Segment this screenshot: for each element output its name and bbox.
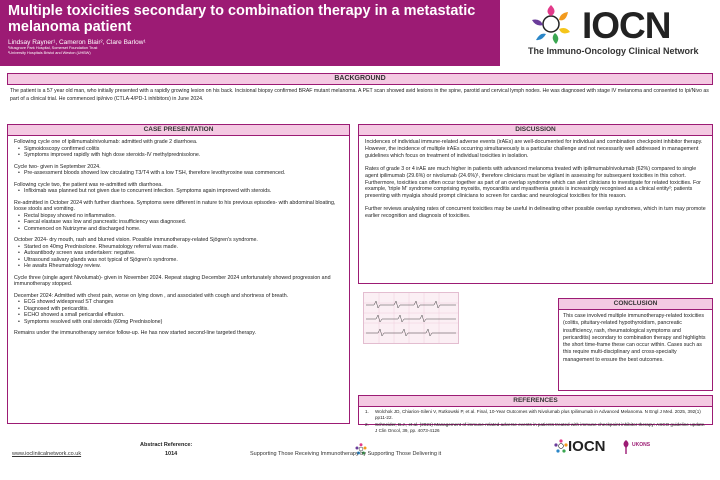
case-bullet: • ECG showed widespread ST changes xyxy=(18,299,343,306)
case-bullet: • Started on 40mg Prednisolone. Rheumatology referral was made. xyxy=(18,244,343,251)
background-text: The patient is a 57 year old man, who initially presented with a rapidly growing lesion on his back. Incisional biopsy confirmed BRAF mutant melanoma. A PET scan showed avid lesions in the spine, parotid and cervical lymph nodes. He was diagnosed with stage IV melanoma and consented to Ipi/Nivo as part of a clinical trial. He commenced ipi/nivo (CTLA-4/PD-1 inhibitors) in June 2024. xyxy=(10,88,709,102)
references-heading: REFERENCES xyxy=(359,396,712,407)
discussion-paragraph: Further reviews analysing rates of concurrent toxicities may be useful in delineating other possible overlap syndromes, which in turn may promote earlier recognition and diagnosis of toxicities. xyxy=(365,206,706,220)
case-bullet: • Symptoms improved rapidly with high dose steroids-IV methylprednisolone. xyxy=(18,152,343,159)
case-bullet-list xyxy=(18,146,343,159)
title-band xyxy=(0,0,500,66)
case-bullet: • Infliximab was planned but not given due to concurrent infection. Symptoms again improved with steroids. xyxy=(18,188,343,195)
case-paragraph: Following cycle one of ipilimumab/nivolumab: admitted with grade 2 diarrhoea. xyxy=(14,139,198,145)
poster-title: Multiple toxicities secondary to combination therapy in a metastatic melanoma patient xyxy=(8,3,476,35)
case-heading: CASE PRESENTATION xyxy=(8,125,349,136)
case-paragraph: October 2024- dry mouth, rash and blurred vision. Possible immunotherapy-related Sjögren's syndrome. xyxy=(14,237,258,243)
poster-footer xyxy=(0,434,720,480)
iocn-wordmark: IOCN xyxy=(582,5,671,46)
case-bullet: • Sigmoidoscopy confirmed colitis xyxy=(18,146,343,153)
poster-header xyxy=(0,0,720,66)
case-bullet: • Autoantibody screen was undertaken: negative. xyxy=(18,250,343,257)
discussion-body xyxy=(359,136,712,229)
case-bullet: • Symptoms resolved with oral steroids (60mg Prednisolone) xyxy=(18,319,343,326)
case-paragraph: Cycle two- given in September 2024. xyxy=(14,163,101,170)
ukons-logo xyxy=(620,436,710,460)
affiliation-1: ¹Musgrove Park Hospital, Somerset Foundation Trust xyxy=(8,46,98,50)
authors: Lindsay Rayner¹, Cameron Blair², Clare Barlow¹ xyxy=(8,39,146,46)
reference-number: 2. xyxy=(365,422,369,427)
case-bullet: • Rectal biopsy showed no inflammation. xyxy=(18,213,343,220)
iocn-logo-icon xyxy=(522,2,580,48)
case-bullet: • ECHO showed a small pericardial effusion. xyxy=(18,312,343,319)
case-bullet: • Pre-assessment bloods showed low circulating T3/T4 with a low TSH, therefore levothyroxine was commenced. xyxy=(18,170,343,177)
abstract-number: 1014 xyxy=(165,451,178,457)
footer-tagline: Supporting Those Receiving Immunotherapy by Supporting Those Delivering it xyxy=(250,451,442,457)
references-panel xyxy=(358,395,713,433)
iocn-logo xyxy=(520,2,720,64)
ecg-image xyxy=(363,292,459,344)
discussion-paragraph: Incidences of individual immune-related adverse events (irAEs) are well-documented for individual and combination checkpoint inhibitor therapy. However, the incidence of multiple irAEs occurring simultaneously is a particular challenge and not necessarily well addressed in management guidelines which focus on treatment of individual toxicities in isolation. xyxy=(365,139,703,159)
case-bullet: • Ultrasound salivary glands was not typical of Sjögren's syndrome. xyxy=(18,257,343,264)
discussion-heading: DISCUSSION xyxy=(359,125,712,136)
case-bullet-list xyxy=(18,299,343,325)
conclusion-text: This case involved multiple immunotherapy-related toxicities (colitis, pituitary-related hypothyroidism, pancreatic insufficiency, rash, rheumatological symptoms and pericarditis) secondary to combination therapy and highlights the short time-frame these can occur within. Cases such as this require multi-disciplinary and cross-specialty management to ensure the best outcomes. xyxy=(563,313,706,363)
footer-iocn-wordmark: IOCN xyxy=(568,438,606,455)
affiliation-2: ²University Hospitals Bristol and Weston (UHBW) xyxy=(8,51,91,55)
case-paragraph: December 2024: Admitted with chest pain, worse on lying down , and associated with cough and shortness of breath. xyxy=(14,292,289,299)
reference-text: Schneider, B.J., et al. (2021) Management of immune-related adverse events in patients treated with immune checkpoint inhibitor therapy: ASCO guideline update. J Clin Oncol, 39, pp. 4073-4126 xyxy=(375,422,706,433)
reference-item xyxy=(365,409,706,421)
conclusion-panel xyxy=(558,298,713,391)
case-bullet-list xyxy=(18,170,343,177)
reference-text: Wolchok JD, Chiarion-Sileni V, Rutkowski P, et al. Final, 10-Year Outcomes with Nivolumab plus Ipilimumab in Advanced Melanoma. N Engl J Med. 2025, 392(1) pp11-22. xyxy=(375,409,701,420)
case-bullet: • Faecal elastase was low and pancreatic insufficiency was diagnosed. xyxy=(18,219,343,226)
background-heading: BACKGROUND xyxy=(7,73,713,85)
case-body xyxy=(8,136,349,339)
abstract-label: Abstract Reference: xyxy=(140,442,193,448)
case-bullet-list xyxy=(18,188,343,195)
references-body xyxy=(359,407,712,437)
case-bullet-list xyxy=(18,213,343,233)
reference-number: 1. xyxy=(365,409,369,414)
case-bullet: • Diagnosed with pericarditis. xyxy=(18,306,343,313)
case-bullet-list xyxy=(18,244,343,270)
ukons-logo-icon xyxy=(620,439,632,455)
ecg-trace xyxy=(364,293,458,343)
iocn-logo-icon xyxy=(554,439,568,453)
ukons-wordmark: UKONS xyxy=(632,442,651,448)
discussion-panel xyxy=(358,124,713,284)
case-bullet: • He awaits Rheumatology review. xyxy=(18,263,343,270)
case-presentation-panel xyxy=(7,124,350,424)
case-bullet: • Commenced on Nutrizyme and discharged home. xyxy=(18,226,343,233)
case-paragraph: Remains under the immunotherapy service follow-up. He has now started second-line targeted therapy. xyxy=(14,330,256,336)
conclusion-heading: CONCLUSION xyxy=(559,299,712,310)
case-paragraph: Following cycle two, the patient was re-admitted with diarrhoea. xyxy=(14,181,163,188)
case-paragraph: Re-admitted in October 2024 with further diarrhoea. Symptoms were different in nature to his previous episodes- with abdominal bloating, loose stools and vomiting. xyxy=(14,199,336,212)
website-link[interactable]: www.iocliniicalnetwork.co.uk xyxy=(12,451,82,457)
reference-item xyxy=(365,422,706,434)
iocn-subtitle: The Immuno-Oncology Clinical Network xyxy=(528,46,699,56)
case-paragraph: Cycle three (single agent Nivolumab)- given in November 2024. Repeat staging December 2024 unfortunately showed progression and immunotherapy stopped. xyxy=(14,274,331,287)
discussion-paragraph: Rates of grade 3 or 4 irAE are much higher in patients with advanced melanoma treated with ipilimumab/nivolumab (62%) compared to single agent ipilimumab (29.6%) or nivolumab (24.6%)¹, therefore clinicians must be vigilant in assessing for subsequent toxicities in this cohort. Furthermore, toxicities can often occur together as part of an overlap syndrome which can alert clinicians to investigate for related toxicities. For example, 'triple M' syndrome comprising myositis, myocarditis and myasthenia gravis is increasingly recognised as a clinical entity²; patients presenting with myalgia should prompt clinicians to screen for cardiac and neurological toxicities for this reason. xyxy=(365,165,701,200)
